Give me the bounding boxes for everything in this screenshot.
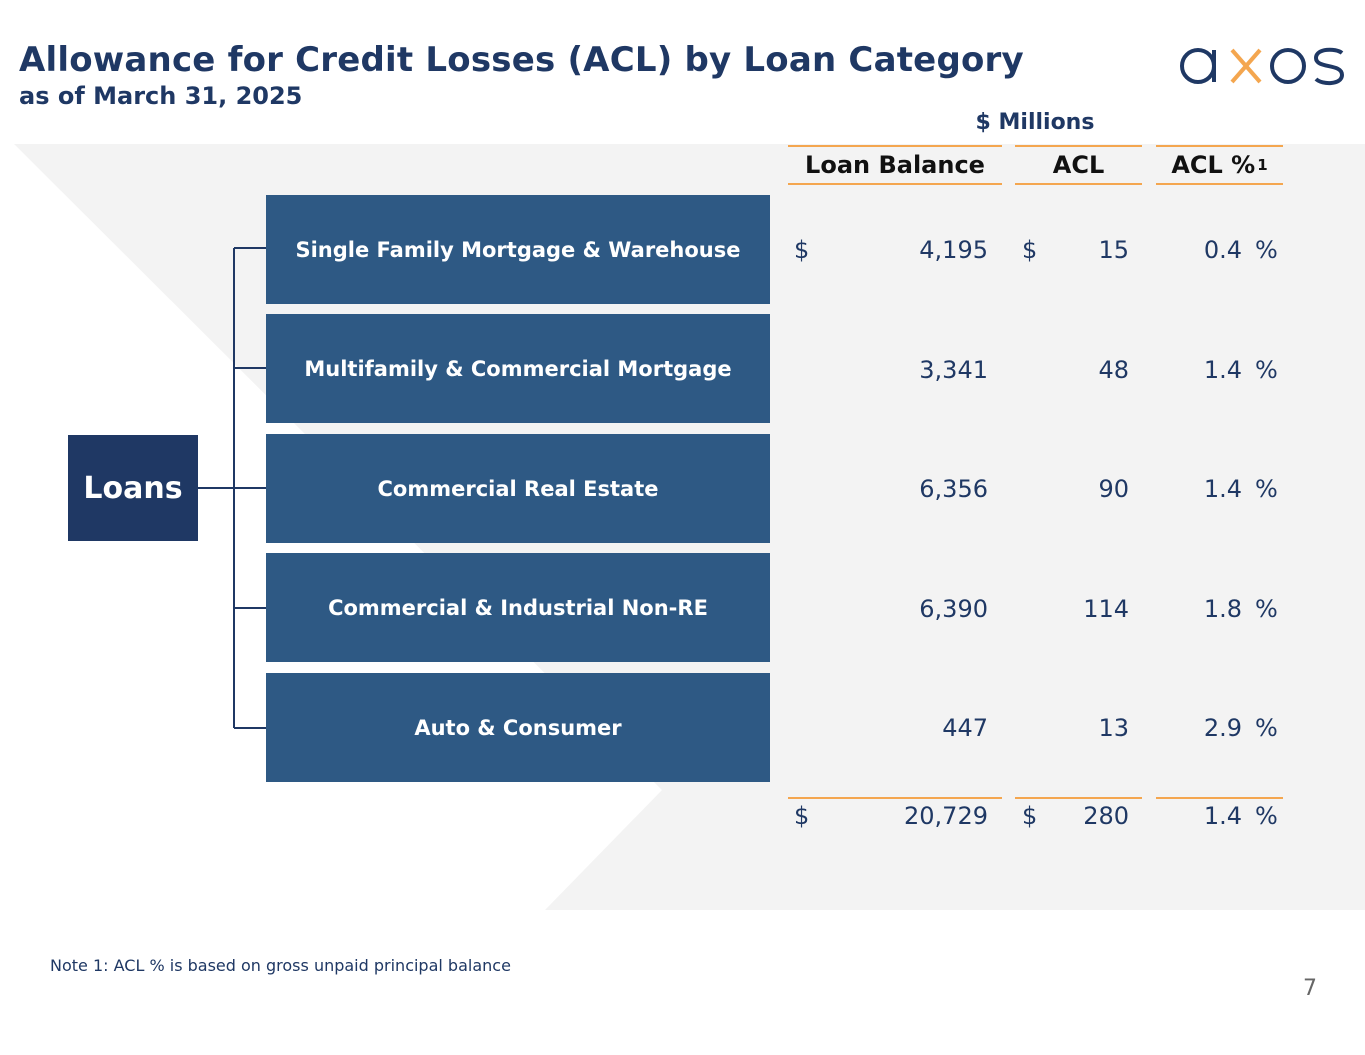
row-3-acl: 114 bbox=[1083, 595, 1129, 623]
row-3-pct-sign: % bbox=[1255, 595, 1278, 623]
category-multifamily: Multifamily & Commercial Mortgage bbox=[266, 314, 770, 423]
row-1-pct-sign: % bbox=[1255, 356, 1278, 384]
total-acl: 280 bbox=[1083, 802, 1129, 830]
category-auto-consumer: Auto & Consumer bbox=[266, 673, 770, 782]
page-subtitle: as of March 31, 2025 bbox=[19, 82, 303, 110]
row-1-acl: 48 bbox=[1098, 356, 1129, 384]
column-header-acl-pct bbox=[1156, 145, 1283, 185]
total-balance: 20,729 bbox=[904, 802, 988, 830]
total-rule-pct bbox=[1156, 797, 1283, 799]
total-rule-acl bbox=[1015, 797, 1142, 799]
row-1-balance: 3,341 bbox=[919, 356, 988, 384]
units-label: $ Millions bbox=[975, 110, 1095, 135]
row-0-balance-currency: $ bbox=[794, 236, 810, 264]
loans-root-box: Loans bbox=[68, 435, 198, 541]
row-1-acl-pct: 1.4 bbox=[1203, 356, 1242, 384]
page-number: 7 bbox=[1303, 976, 1317, 1001]
page-title: Allowance for Credit Losses (ACL) by Loan Category bbox=[19, 40, 1024, 80]
row-2-balance: 6,356 bbox=[919, 475, 988, 503]
row-0-acl: 15 bbox=[1098, 236, 1129, 264]
column-header-acl-text: ACL bbox=[1052, 151, 1105, 179]
total-acl-pct: 1.4 bbox=[1203, 802, 1242, 830]
row-2-acl: 90 bbox=[1098, 475, 1129, 503]
row-4-pct-sign: % bbox=[1255, 714, 1278, 742]
total-acl-currency: $ bbox=[1022, 802, 1038, 830]
row-0-acl-pct: 0.4 bbox=[1203, 236, 1242, 264]
category-single-family: Single Family Mortgage & Warehouse bbox=[266, 195, 770, 304]
column-header-acl bbox=[1015, 145, 1142, 185]
row-4-acl-pct: 2.9 bbox=[1203, 714, 1242, 742]
category-commercial-industrial: Commercial & Industrial Non-RE bbox=[266, 553, 770, 662]
row-4-acl: 13 bbox=[1098, 714, 1129, 742]
total-pct-sign: % bbox=[1255, 802, 1278, 830]
row-2-acl-pct: 1.4 bbox=[1203, 475, 1242, 503]
row-0-acl-currency: $ bbox=[1022, 236, 1038, 264]
row-3-balance: 6,390 bbox=[919, 595, 988, 623]
total-rule-balance bbox=[788, 797, 1002, 799]
row-3-acl-pct: 1.8 bbox=[1203, 595, 1242, 623]
row-2-pct-sign: % bbox=[1255, 475, 1278, 503]
row-0-pct-sign: % bbox=[1255, 236, 1278, 264]
column-header-loan-balance-text: Loan Balance bbox=[805, 151, 985, 179]
category-commercial-real-estate: Commercial Real Estate bbox=[266, 434, 770, 543]
column-header-loan-balance bbox=[788, 145, 1002, 185]
total-balance-currency: $ bbox=[794, 802, 810, 830]
row-0-balance: 4,195 bbox=[919, 236, 988, 264]
axos-logo-icon bbox=[1176, 42, 1346, 90]
footnote: Note 1: ACL % is based on gross unpaid principal balance bbox=[50, 956, 511, 975]
footnote-marker: 1 bbox=[1257, 156, 1268, 174]
column-header-acl-pct-text: ACL % bbox=[1171, 151, 1256, 179]
row-4-balance: 447 bbox=[942, 714, 988, 742]
